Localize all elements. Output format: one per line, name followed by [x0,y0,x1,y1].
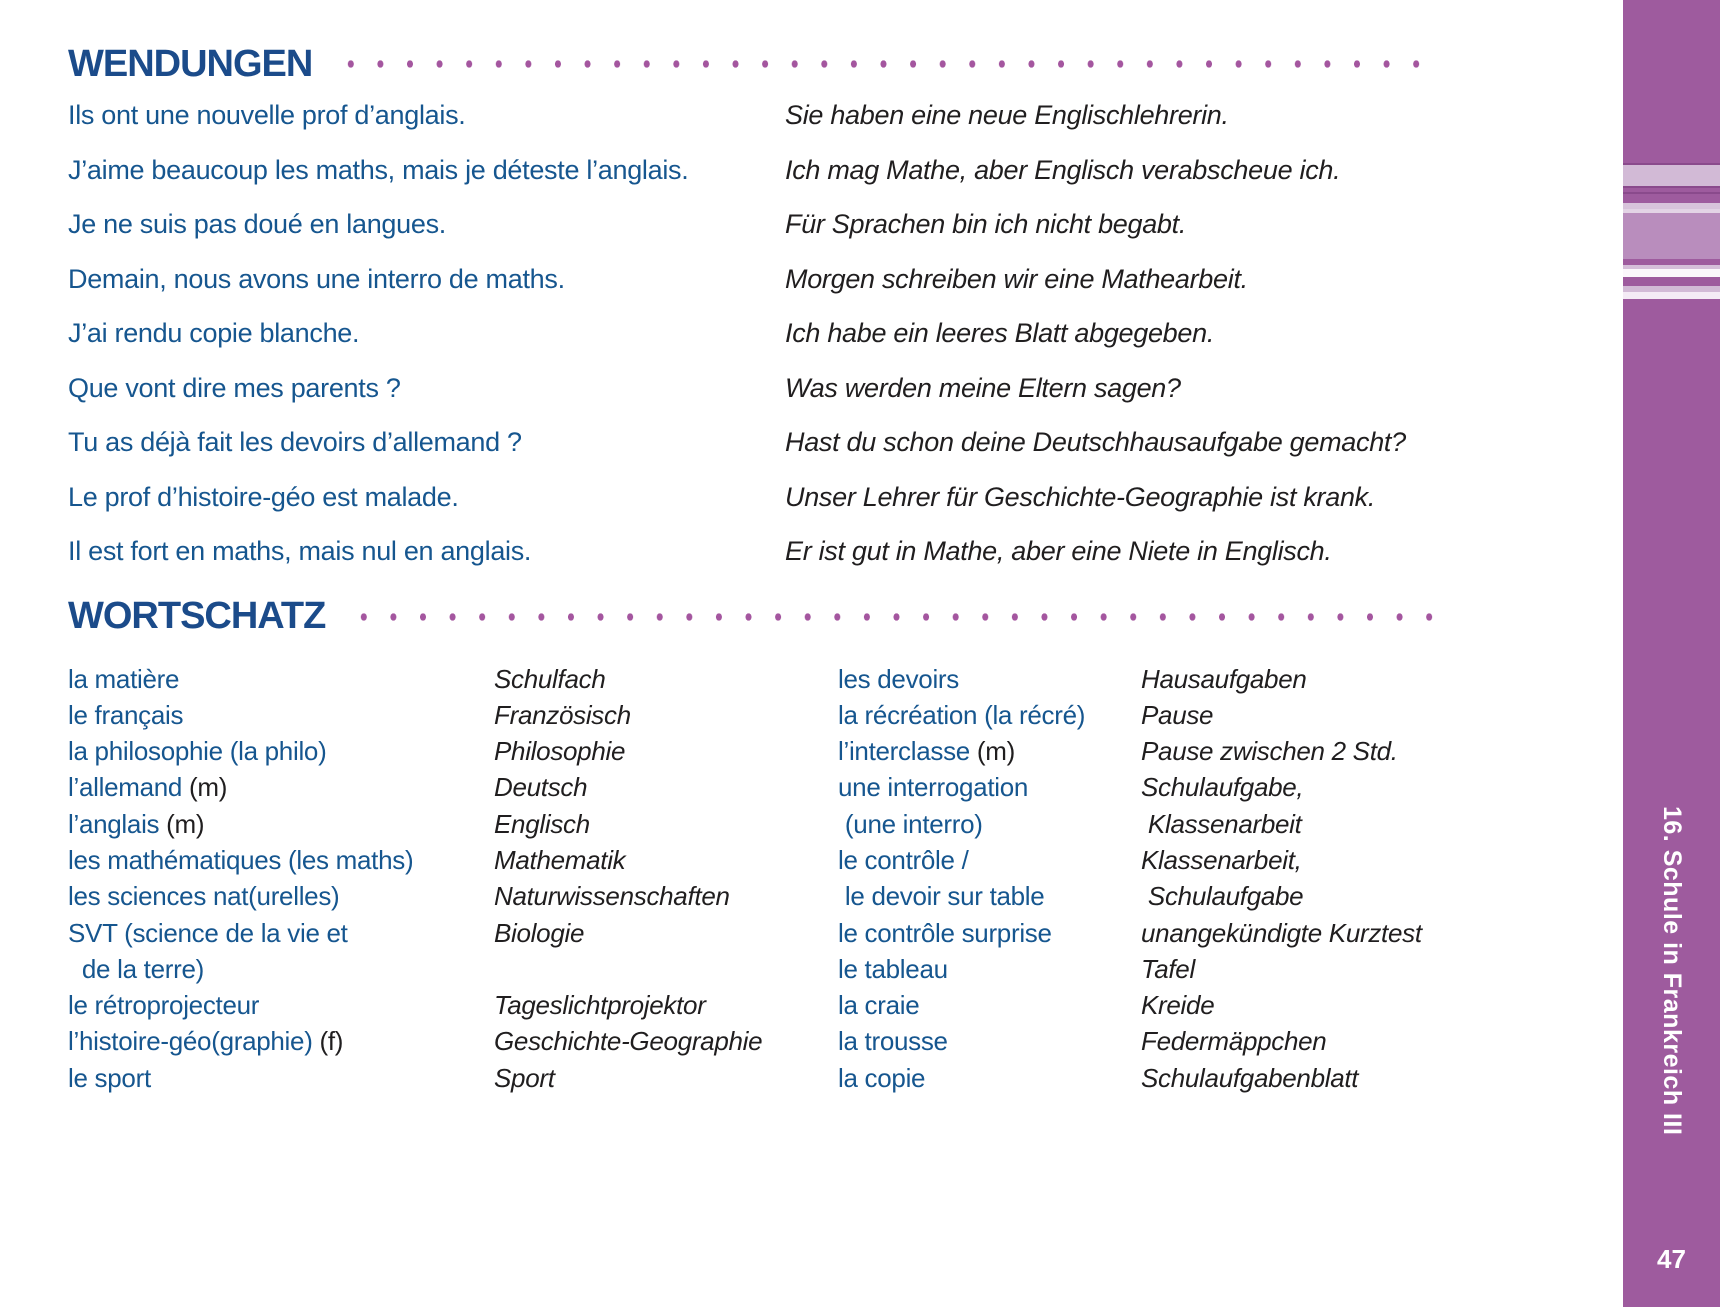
sidebar-stripes [1623,163,1720,299]
gender-note: (f) [312,1026,344,1057]
vocab-term-fr: la philosophie (la philo) [68,736,327,767]
vocab-term-de: Englisch [494,808,590,839]
vocab-term-de: Klassenarbeit, [1141,844,1302,875]
vocab-term-de: Deutsch [494,772,588,803]
phrase-row [68,371,1623,426]
vocab-term-fr: les mathématiques (les maths) [68,844,414,875]
vocab-term-de: Klassenarbeit [1141,808,1302,839]
phrase-list [68,98,1623,589]
vocab-term-de: Federmäppchen [1141,1026,1327,1057]
vocab-term-fr: le tableau [838,953,948,984]
chapter-sidebar [1623,0,1720,1307]
vocab-grid [68,663,1623,1099]
vocab-term-de: Pause zwischen 2 Std. [1141,736,1398,767]
vocab-term-de: Hausaufgaben [1141,663,1307,694]
section-title-wendungen: WENDUNGEN [68,42,313,85]
vocab-term-fr: le devoir sur table [838,881,1045,912]
phrase-row [68,480,1623,535]
vocab-term-de: Sport [494,1062,555,1093]
phrase-row [68,207,1623,262]
vocab-term-de: Tageslichtprojektor [494,990,706,1021]
german-translation: Hast du schon deine Deutschhausaufgabe gemacht? [785,427,1406,457]
german-translation: Für Sprachen bin ich nicht begabt. [785,209,1187,239]
dotted-rule [336,58,1435,70]
french-phrase: J’ai rendu copie blanche. [68,318,360,348]
german-translation: Ich mag Mathe, aber Englisch verabscheue ich. [785,154,1341,185]
phrase-row [68,98,1623,153]
page-content [68,0,1623,1098]
vocab-term-de: Pause [1141,699,1214,730]
vocab-term-de: Biologie [494,917,585,948]
german-translation: Morgen schreiben wir eine Mathearbeit. [785,263,1248,294]
phrase-row [68,262,1623,317]
gender-note: (m) [182,772,228,803]
german-translation: Unser Lehrer für Geschichte-Geographie ist krank. [785,481,1376,512]
chapter-label: 16. Schule in Frankreich III [1658,806,1686,1136]
dotted-rule [349,611,1435,623]
vocab-term-fr: de la terre) [68,953,204,984]
vocab-term-fr: l’histoire-géo(graphie) (f) [68,1026,344,1057]
french-phrase: J’aime beaucoup les maths, mais je déteste l’anglais. [68,154,689,185]
vocab-term-de: Schulaufgabe [1141,881,1304,912]
vocab-term-de: Schulaufgabe, [1141,772,1304,803]
french-phrase: Il est fort en maths, mais nul en anglais. [68,536,532,566]
vocab-term-fr: le contrôle / [838,844,969,875]
vocab-term-fr: la matière [68,663,180,694]
german-translation: Ich habe ein leeres Blatt abgegeben. [785,318,1215,348]
vocab-term-fr: la trousse [838,1026,948,1057]
phrase-row [68,153,1623,208]
wortschatz-heading-row [68,597,1623,637]
vocab-term-de: Mathematik [494,844,626,875]
french-phrase: Ils ont une nouvelle prof d’anglais. [68,100,466,130]
vocab-term-fr: la craie [838,990,920,1021]
french-phrase: Le prof d’histoire-géo est malade. [68,481,459,512]
vocab-term-de: Geschichte-Geographie [494,1026,763,1057]
vocab-term-fr: le contrôle surprise [838,917,1052,948]
page-number: 47 [1657,1244,1686,1274]
german-translation: Sie haben eine neue Englischlehrerin. [785,100,1229,130]
wendungen-section [68,44,1623,589]
gender-note: (m) [969,736,1015,767]
gender-note: (m) [159,808,205,839]
vocab-term-de: Tafel [1141,953,1195,984]
vocab-term-fr: l’anglais (m) [68,808,205,839]
vocab-term-de: Naturwissenschaften [494,881,730,912]
french-phrase: Je ne suis pas doué en langues. [68,209,446,239]
wortschatz-section [68,597,1623,1099]
vocab-term-de: Schulaufgabenblatt [1141,1062,1359,1093]
vocab-term-fr: l’interclasse (m) [838,736,1015,767]
phrase-row [68,316,1623,371]
vocab-term-de: Schulfach [494,663,606,694]
vocab-term-fr: les devoirs [838,663,959,694]
vocab-term-fr: (une interro) [838,808,983,839]
french-phrase: Que vont dire mes parents ? [68,372,401,403]
vocab-term-de: Französisch [494,699,631,730]
vocab-term-de: Philosophie [494,736,626,767]
french-phrase: Tu as déjà fait les devoirs d’allemand ? [68,427,522,457]
french-phrase: Demain, nous avons une interro de maths. [68,263,565,294]
phrase-row [68,425,1623,480]
wendungen-heading-row [68,44,1623,84]
vocab-term-fr: l’allemand (m) [68,772,228,803]
vocab-term-de [494,953,838,989]
vocab-term-fr: SVT (science de la vie et [68,917,348,948]
vocab-term-fr: la copie [838,1062,926,1093]
vocab-term-de: unangekündigte Kurztest [1141,917,1422,948]
vocab-term-fr: les sciences nat(urelles) [68,881,340,912]
vocab-term-fr: le sport [68,1062,151,1093]
vocab-term-fr: la récréation (la récré) [838,699,1086,730]
german-translation: Er ist gut in Mathe, aber eine Niete in Englisch. [785,536,1332,566]
german-translation: Was werden meine Eltern sagen? [785,372,1181,403]
vocab-term-fr: une interrogation [838,772,1029,803]
vocab-term-de: Kreide [1141,990,1215,1021]
vocab-term-fr: le rétroprojecteur [68,990,260,1021]
section-title-wortschatz: WORTSCHATZ [68,595,326,637]
phrase-row [68,534,1623,589]
vocab-term-fr: le français [68,699,184,730]
